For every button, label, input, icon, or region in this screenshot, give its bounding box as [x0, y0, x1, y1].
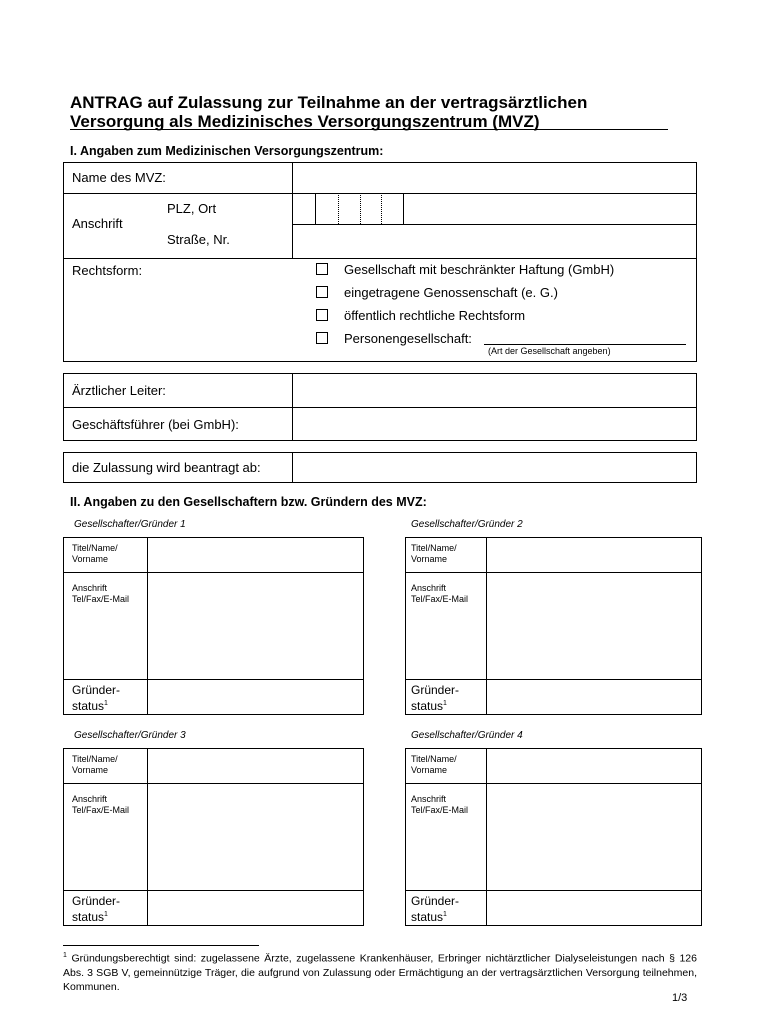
founder-3-name-label — [72, 754, 118, 776]
founder-1-status-label-line2: status$^1$ — [72, 699, 108, 713]
founder-1-divider — [147, 537, 148, 715]
founder-4-sep-1 — [405, 783, 702, 784]
founder-1-title: Gesellschafter/Gründer 1 — [74, 519, 186, 530]
partnership-label: Personengesellschaft: — [344, 331, 472, 346]
street-label: Straße, Nr. — [167, 232, 230, 247]
public-law-label: öffentlich rechtliche Rechtsform — [344, 308, 526, 323]
founder-4-name-label-line2: Vorname — [411, 765, 448, 775]
founder-2-status-label — [411, 683, 459, 713]
mvz-name-input[interactable] — [296, 166, 694, 191]
founder-4-address-label-line2: Tel/Fax/E-Mail — [411, 805, 469, 815]
medical-director-label: Ärztlicher Leiter: — [72, 383, 166, 398]
plz-label: PLZ, Ort — [167, 201, 217, 216]
founder-4-address-label-line1: Anschrift — [411, 794, 447, 804]
founder-2-address-label-line2: Tel/Fax/E-Mail — [411, 594, 469, 604]
title-underline — [70, 129, 668, 130]
founder-2-name-label-line2: Vorname — [411, 554, 448, 564]
founder-2-address-label-line1: Anschrift — [411, 583, 447, 593]
founder-2-address-label — [411, 583, 468, 605]
founder-1-name-label — [72, 543, 118, 565]
footnote-separator — [63, 945, 259, 946]
management-table-sep — [63, 407, 697, 408]
page-number: 1/3 — [672, 992, 688, 1004]
founder-1-sep-2 — [63, 679, 364, 680]
partnership-type-input[interactable] — [486, 330, 686, 344]
founder-1-address-label-line2: Tel/Fax/E-Mail — [72, 594, 130, 604]
founder-4-sep-2 — [405, 890, 702, 891]
founder-4-status-input[interactable] — [489, 893, 699, 924]
founder-3-sep-1 — [63, 783, 364, 784]
founder-4-name-input[interactable] — [489, 751, 699, 781]
founder-3-name-input[interactable] — [150, 751, 361, 781]
founder-4-name-label — [411, 754, 457, 776]
founder-2-status-label-line2: status$^1$ — [411, 699, 447, 713]
founder-3-address-label-line1: Anschrift — [72, 794, 108, 804]
mvz-table-row-sep-1 — [63, 193, 697, 194]
founder-1-address-label — [72, 583, 129, 605]
founder-2-title: Gesellschafter/Gründer 2 — [411, 519, 523, 530]
founder-3-divider — [147, 748, 148, 926]
city-input[interactable] — [406, 195, 694, 222]
admission-date-label: die Zulassung wird beantragt ab: — [72, 460, 261, 475]
founder-4-address-input[interactable] — [489, 786, 699, 888]
founder-1-status-label-line1: Gründer- — [72, 683, 121, 697]
founder-2-name-label-line1: Titel/Name/ — [411, 543, 457, 553]
founder-2-sep-2 — [405, 679, 702, 680]
founder-1-status-input[interactable] — [150, 682, 361, 713]
founder-4-address-label — [411, 794, 468, 816]
plz-input[interactable] — [294, 195, 402, 222]
section1-heading: I. Angaben zum Medizinischen Versorgungszentrum: — [70, 144, 384, 158]
founder-1-sep-1 — [63, 572, 364, 573]
founder-4-title: Gesellschafter/Gründer 4 — [411, 730, 523, 741]
section2-heading: II. Angaben zu den Gesellschaftern bzw. Gründern des MVZ: — [70, 495, 427, 509]
founder-2-sep-1 — [405, 572, 702, 573]
street-input[interactable] — [294, 227, 694, 256]
founder-3-status-label-line1: Gründer- — [72, 894, 121, 908]
eg-label: eingetragene Genossenschaft (e. G.) — [344, 285, 558, 300]
founder-4-status-label-line1: Gründer- — [411, 894, 460, 908]
founder-2-divider — [486, 537, 487, 715]
partnership-type-hint: (Art der Gesellschaft angeben) — [488, 346, 611, 356]
footnote — [63, 949, 697, 994]
medical-director-input[interactable] — [296, 376, 694, 405]
admission-table-divider — [292, 452, 293, 483]
form-title — [70, 93, 587, 131]
eg-checkbox[interactable] — [316, 286, 328, 298]
mvz-table-row-sep-2 — [292, 224, 697, 225]
founder-2-name-input[interactable] — [489, 540, 699, 570]
footnote-marker: 1 — [63, 952, 67, 959]
gmbh-checkbox[interactable] — [316, 263, 328, 275]
legal-form-label: Rechtsform: — [72, 263, 143, 278]
mvz-name-label: Name des MVZ: — [72, 170, 166, 185]
founder-3-status-label — [72, 894, 120, 924]
partnership-checkbox[interactable] — [316, 332, 328, 344]
founder-3-name-label-line2: Vorname — [72, 765, 109, 775]
founder-2-name-label — [411, 543, 457, 565]
founder-3-sep-2 — [63, 890, 364, 891]
founder-3-address-input[interactable] — [150, 786, 361, 888]
founder-1-status-label — [72, 683, 120, 713]
founder-3-address-label-line2: Tel/Fax/E-Mail — [72, 805, 130, 815]
founder-3-title: Gesellschafter/Gründer 3 — [74, 730, 186, 741]
founder-1-name-input[interactable] — [150, 540, 361, 570]
founder-3-name-label-line1: Titel/Name/ — [72, 754, 118, 764]
founder-1-name-label-line1: Titel/Name/ — [72, 543, 118, 553]
form-title-line1: ANTRAG auf Zulassung zur Teilnahme an der vertragsärztlichen — [70, 93, 588, 112]
founder-1-address-input[interactable] — [150, 575, 361, 677]
founder-2-status-label-line1: Gründer- — [411, 683, 460, 697]
partnership-type-line — [484, 344, 686, 345]
founder-3-status-input[interactable] — [150, 893, 361, 924]
mvz-table-divider — [292, 162, 293, 259]
managing-director-input[interactable] — [296, 410, 694, 439]
form-title-line2: Versorgung als Medizinisches Versorgungszentrum (MVZ) — [70, 112, 540, 131]
founder-3-address-label — [72, 794, 129, 816]
plz-digit-sep — [403, 193, 404, 224]
mvz-table-row-sep-3 — [63, 258, 697, 259]
founder-2-address-input[interactable] — [489, 575, 699, 677]
managing-director-label: Geschäftsführer (bei GmbH): — [72, 417, 239, 432]
address-label: Anschrift — [72, 216, 123, 231]
public-law-checkbox[interactable] — [316, 309, 328, 321]
founder-4-divider — [486, 748, 487, 926]
founder-4-status-label — [411, 894, 459, 924]
founder-2-status-input[interactable] — [489, 682, 699, 713]
founder-3-status-label-line2: status$^1$ — [72, 910, 108, 924]
footnote-text: Gründungsberechtigt sind: zugelassene Ärzte, zugelassene Krankenhäuser, Erbringer nichtärztlicher Dialyseleistungen nach § 126 Abs. 3 SGB V, gemeinnützige Träger, die aufgrund von Zulassung oder Ermächtigung an der vertragsärztlichen Versorgung teilnehmen, Kommunen. — [63, 952, 697, 993]
founder-1-address-label-line1: Anschrift — [72, 583, 108, 593]
founder-4-status-label-line2: status$^1$ — [411, 910, 447, 924]
management-table-divider — [292, 373, 293, 441]
founder-4-name-label-line1: Titel/Name/ — [411, 754, 457, 764]
gmbh-label: Gesellschaft mit beschränkter Haftung (GmbH) — [344, 262, 615, 277]
admission-date-input[interactable] — [296, 455, 694, 481]
founder-1-name-label-line2: Vorname — [72, 554, 109, 564]
